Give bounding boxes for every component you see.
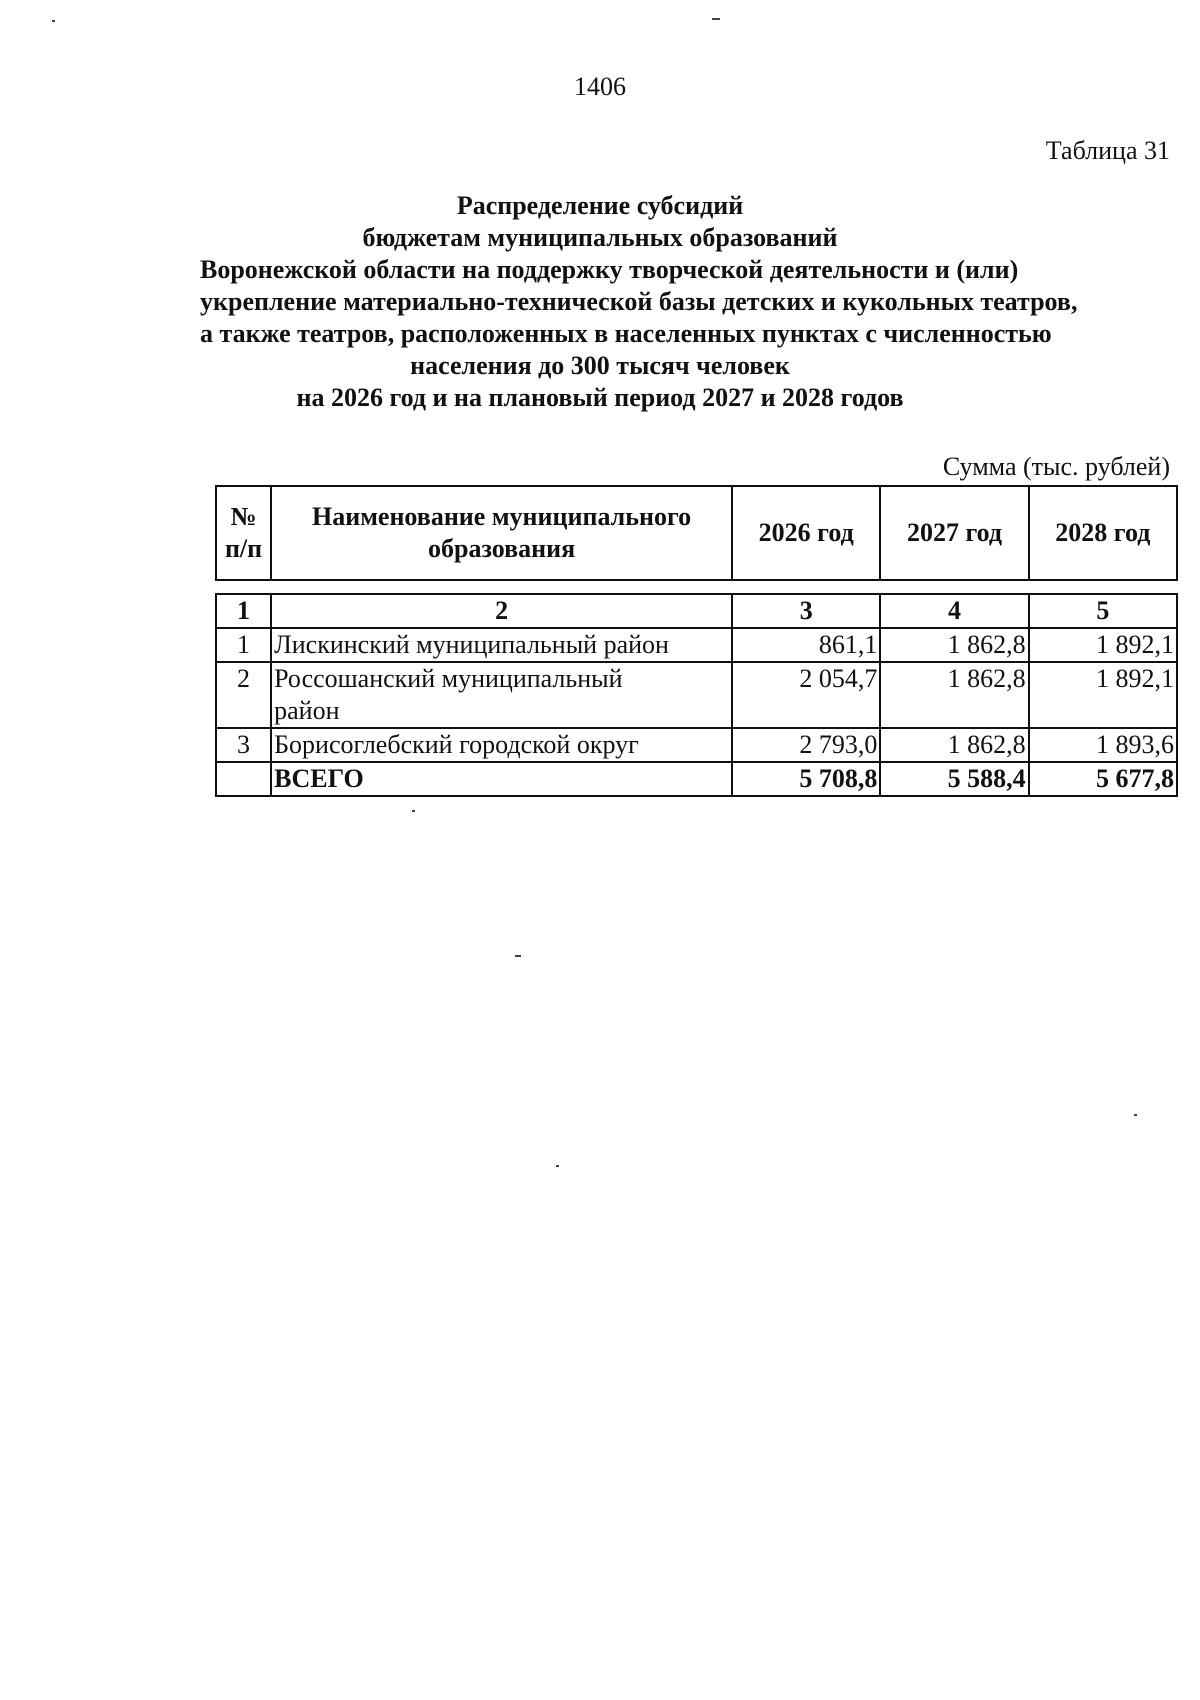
total-label: ВСЕГО [271, 762, 732, 796]
row-name: Россошанский муниципальный район [271, 662, 732, 728]
row-value-2028: 1 893,6 [1029, 728, 1177, 762]
table-row [216, 628, 1177, 662]
total-row [216, 762, 1177, 796]
title-line: Воронежской области на поддержку творческой деятельности и (или) [200, 255, 1019, 284]
total-value-2026: 5 708,8 [732, 762, 880, 796]
row-name: Борисоглебский городской округ [271, 728, 732, 762]
table-row [216, 728, 1177, 762]
table-row [216, 662, 1177, 728]
column-number: 2 [271, 594, 732, 628]
title-line: на 2026 год и на плановый период 2027 и 2028 годов [296, 383, 904, 412]
document-title [200, 190, 1078, 414]
scan-speck [412, 810, 415, 812]
row-value-2028: 1 892,1 [1029, 628, 1177, 662]
title-line: укрепление материально-технической базы детских и кукольных театров, [200, 287, 1078, 316]
row-index: 3 [216, 728, 271, 762]
column-number: 1 [216, 594, 271, 628]
title-line: населения до 300 тысяч человек [410, 351, 790, 380]
subsidy-table [215, 593, 1178, 797]
header-name: Наименование муниципального образования [271, 486, 732, 580]
row-index: 2 [216, 662, 271, 728]
title-line: бюджетам муниципальных образований [362, 223, 838, 252]
total-value-2028: 5 677,8 [1029, 762, 1177, 796]
scan-speck [556, 1165, 559, 1167]
total-index [216, 762, 271, 796]
scan-speck [1134, 1114, 1137, 1116]
column-number-row [216, 594, 1177, 628]
row-name: Лискинский муниципальный район [271, 628, 732, 662]
row-index: 1 [216, 628, 271, 662]
title-line: а также театров, расположенных в населенных пунктах с численностью [200, 319, 1052, 348]
scan-speck [52, 20, 55, 22]
row-value-2027: 1 862,8 [880, 662, 1028, 728]
table-header [215, 485, 1178, 581]
row-value-2026: 861,1 [732, 628, 880, 662]
column-number: 3 [732, 594, 880, 628]
page-number: 1406 [574, 72, 626, 101]
units-label: Сумма (тыс. рублей) [942, 452, 1170, 481]
total-value-2027: 5 588,4 [880, 762, 1028, 796]
header-2026: 2026 год [732, 486, 880, 580]
header-2028: 2028 год [1029, 486, 1177, 580]
row-value-2027: 1 862,8 [880, 628, 1028, 662]
row-value-2026: 2 793,0 [732, 728, 880, 762]
column-number: 5 [1029, 594, 1177, 628]
scan-speck [515, 955, 521, 957]
scan-speck [712, 18, 720, 20]
header-index: № п/п [216, 486, 271, 580]
row-value-2026: 2 054,7 [732, 662, 880, 728]
row-value-2027: 1 862,8 [880, 728, 1028, 762]
column-number: 4 [880, 594, 1028, 628]
table-label: Таблица 31 [1045, 136, 1170, 165]
title-line: Распределение субсидий [456, 191, 744, 220]
header-2027: 2027 год [880, 486, 1028, 580]
row-value-2028: 1 892,1 [1029, 662, 1177, 728]
